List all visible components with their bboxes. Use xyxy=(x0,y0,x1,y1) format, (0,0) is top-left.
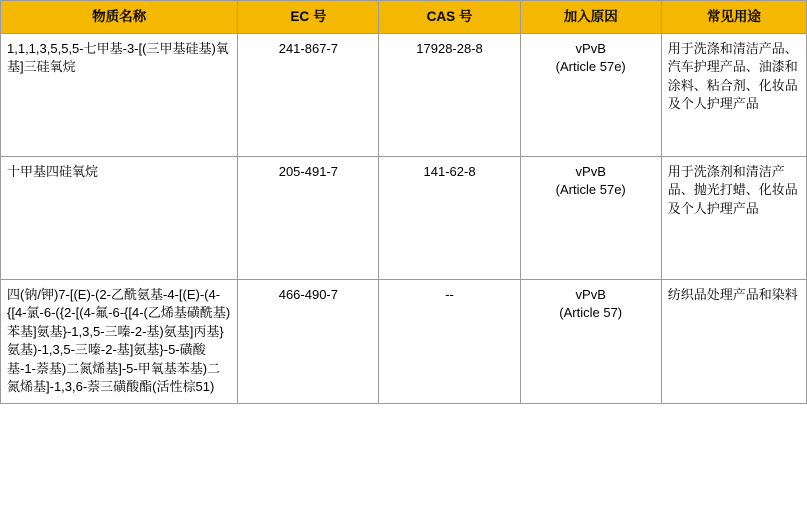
table-body xyxy=(1,34,807,404)
reason-main: vPvB xyxy=(575,287,606,302)
cell-common-uses: 纺织品处理产品和染料 xyxy=(661,280,806,404)
column-header-cas-number: CAS 号 xyxy=(379,1,520,34)
column-header-substance-name: 物质名称 xyxy=(1,1,238,34)
table-row xyxy=(1,280,807,404)
cell-substance-name: 1,1,1,3,5,5,5-七甲基-3-[(三甲基硅基)氧基]三硅氧烷 xyxy=(1,34,238,157)
cell-reason xyxy=(520,34,661,157)
cell-cas-number: 141-62-8 xyxy=(379,157,520,280)
column-header-ec-number: EC 号 xyxy=(238,1,379,34)
column-header-common-uses: 常见用途 xyxy=(661,1,806,34)
cell-cas-number: 17928-28-8 xyxy=(379,34,520,157)
cell-reason xyxy=(520,157,661,280)
cell-ec-number: 241-867-7 xyxy=(238,34,379,157)
table-row xyxy=(1,34,807,157)
cell-ec-number: 466-490-7 xyxy=(238,280,379,404)
table-row xyxy=(1,157,807,280)
table-header xyxy=(1,1,807,34)
reason-main: vPvB xyxy=(575,164,606,179)
cell-substance-name: 十甲基四硅氧烷 xyxy=(1,157,238,280)
table-header-row xyxy=(1,1,807,34)
reason-main: vPvB xyxy=(575,41,606,56)
reason-article: (Article 57e) xyxy=(555,182,626,198)
cell-reason xyxy=(520,280,661,404)
cell-common-uses: 用于洗涤剂和清洁产品、抛光打蜡、化妆品及个人护理产品 xyxy=(661,157,806,280)
column-header-reason: 加入原因 xyxy=(520,1,661,34)
cell-ec-number: 205-491-7 xyxy=(238,157,379,280)
reason-article: (Article 57) xyxy=(559,305,623,321)
cell-common-uses: 用于洗涤和清洁产品、汽车护理产品、油漆和涂料、粘合剂、化妆品及个人护理产品 xyxy=(661,34,806,157)
reason-article: (Article 57e) xyxy=(555,59,626,75)
cell-substance-name: 四(钠/钾)7-[(E)-(2-乙酰氨基-4-[(E)-(4-{[4-氯-6-({2-[(4-氟-6-{[4-(乙烯基磺酰基)苯基]氨基}-1,3,5-三嗪-2-基)氨基]丙基}氨基)-1,3,5-三嗪-2-基]氨基}-5-磺酸基-1-萘基)二氮烯基]-5-甲氧基苯基)二氮烯基]-1,3,6-萘三磺酸酯(活性棕51) xyxy=(1,280,238,404)
cell-cas-number: -- xyxy=(379,280,520,404)
